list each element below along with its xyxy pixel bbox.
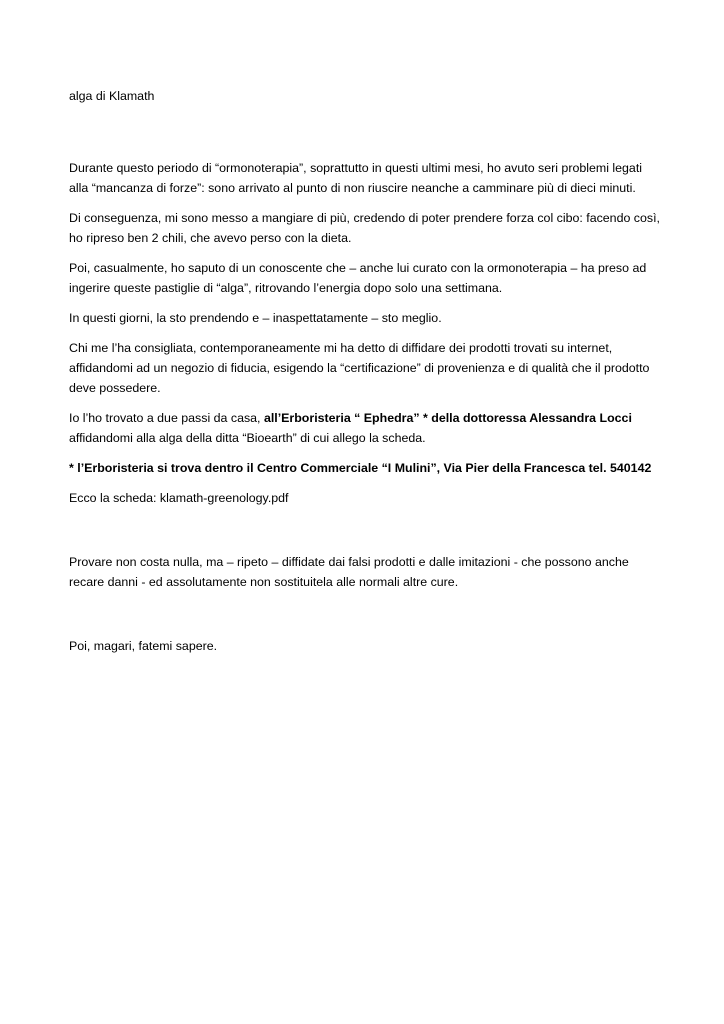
erboristeria-name-bold: all’Erboristeria “ Ephedra” * della dottoressa Alessandra Locci — [263, 411, 632, 425]
paragraph-erboristeria — [69, 408, 661, 448]
document-body — [69, 86, 661, 666]
paragraph-ormonoterapia: Durante questo periodo di “ormonoterapia”, soprattutto in questi ultimi mesi, ho avuto seri problemi legati alla “mancanza di forze”: sono arrivato al punto di non riuscire neanche a camminare più di dieci minuti. — [69, 161, 643, 195]
document-title: alga di Klamath — [69, 89, 155, 103]
paragraph-erboristeria-end: affidandomi alla alga della ditta “Bioearth” di cui allego la scheda. — [69, 431, 426, 445]
paragraph-conseguenza: Di conseguenza, mi sono messo a mangiare di più, credendo di poter prendere forza col cibo: facendo così, ho ripreso ben 2 chili, che avevo perso con la dieta. — [69, 211, 660, 245]
paragraph-conoscente: Poi, casualmente, ho saputo di un conoscente che – anche lui curato con la ormonoterapia – ha preso ad ingerire queste pastiglie di “alga”, ritrovando l’energia dopo solo una settimana. — [69, 261, 647, 295]
paragraph-fatemi-sapere: Poi, magari, fatemi sapere. — [69, 639, 218, 653]
paragraph-scheda: Ecco la scheda: klamath-greenology.pdf — [69, 491, 289, 505]
paragraph-erboristeria-start: Io l’ho trovato a due passi da casa, — [69, 411, 264, 425]
paragraph-consiglio: Chi me l’ha consigliata, contemporaneamente mi ha detto di diffidare dei prodotti trovati su internet, affidandomi ad un negozio di fiducia, esigendo la “certificazione” di provenienza e di qualità che il prodotto deve possedere. — [69, 341, 650, 395]
paragraph-questi-giorni: In questi giorni, la sto prendendo e – inaspettatamente – sto meglio. — [69, 311, 442, 325]
paragraph-erboristeria-address: * l’Erboristeria si trova dentro il Centro Commerciale “I Mulini”, Via Pier della Francesca tel. 540142 — [69, 461, 652, 475]
paragraph-provare: Provare non costa nulla, ma – ripeto – diffidate dai falsi prodotti e dalle imitazioni - che possono anche recare danni - ed assolutamente non sostituitela alle normali altre cure. — [69, 555, 629, 589]
